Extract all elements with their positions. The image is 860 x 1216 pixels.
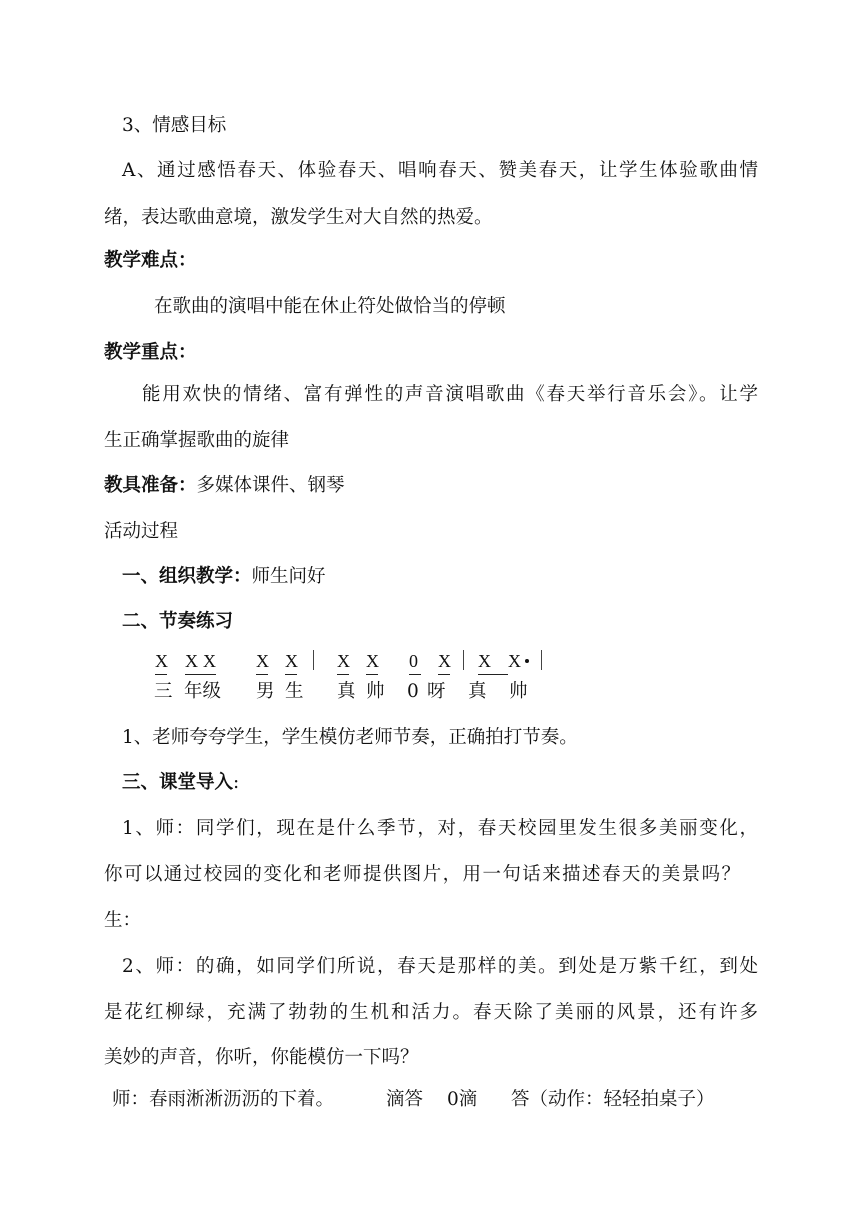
rhythm-lyric: 真 xyxy=(468,681,487,702)
rhythm-underline xyxy=(256,674,268,675)
rhythm-lyric: 帅 xyxy=(509,681,528,702)
step3-colon: : xyxy=(233,772,240,793)
materials-text: 多媒体课件、钢琴 xyxy=(196,475,345,496)
difficulty-text: 在歌曲的演唱中能在休止符处做恰当的停顿 xyxy=(154,296,506,317)
rhythm-underline xyxy=(438,674,450,675)
step3-line xyxy=(122,771,239,795)
step1-text: 师生问好 xyxy=(251,566,326,587)
rhythm-underline xyxy=(478,674,508,675)
materials-label: 教具准备： xyxy=(104,475,197,496)
rhythm-note: X xyxy=(285,651,298,671)
rhythm-barline xyxy=(541,650,542,670)
rhythm-underline xyxy=(337,674,349,675)
materials-line xyxy=(104,474,345,498)
rhythm-underline xyxy=(155,674,167,675)
process-heading: 活动过程 xyxy=(104,521,179,542)
rhythm-underline xyxy=(285,674,297,675)
rhythm-underline xyxy=(185,674,216,675)
rhythm-note: X xyxy=(155,651,168,671)
key-point-heading: 教学重点： xyxy=(104,342,197,363)
rhythm-note: X xyxy=(366,651,379,671)
rhythm-lyric: 男 xyxy=(256,681,275,702)
key-point-text-line-1: 能用欢快的情绪、富有弹性的声音演唱歌曲《春天举行音乐会》。让学 xyxy=(142,384,758,405)
rhythm-barline xyxy=(463,650,464,670)
intro2-line-2: 是花红柳绿，充满了勃勃的生机和活力。春天除了美丽的风景，还有许多 xyxy=(104,1002,758,1023)
rhythm-note: X xyxy=(438,651,451,671)
step1-label: 一、组织教学： xyxy=(122,566,252,587)
intro1-line-1: 1、师：同学们，现在是什么季节，对，春天校园里发生很多美丽变化， xyxy=(122,818,758,839)
rhythm-underline xyxy=(409,674,421,675)
rhythm-notation xyxy=(0,650,860,676)
rhythm-note: X xyxy=(256,651,269,671)
rhythm-note: X xyxy=(478,651,491,671)
rhythm-lyric: 真 xyxy=(337,681,356,702)
emotional-goal-heading: 3、情感目标 xyxy=(122,115,227,136)
rhythm-rest: 0 xyxy=(409,651,418,671)
rain-line-part-a: 师：春雨淅淅沥沥的下着。 xyxy=(112,1089,335,1110)
emotional-goal-paragraph-line-2: 绪，表达歌曲意境，激发学生对大自然的热爱。 xyxy=(104,207,493,228)
rhythm-underline xyxy=(366,674,378,675)
intro2-line-3: 美妙的声音，你听，你能模仿一下吗？ xyxy=(104,1047,419,1068)
rhythm-lyric: 年级 xyxy=(184,681,222,702)
rhythm-lyric: 三 xyxy=(154,681,173,702)
difficulty-heading: 教学难点： xyxy=(104,250,197,271)
rhythm-lyric: 呀 xyxy=(427,681,446,702)
rhythm-note: X xyxy=(185,651,198,671)
key-point-text-line-2: 生正确掌握歌曲的旋律 xyxy=(104,430,290,451)
step2-heading: 二、节奏练习 xyxy=(122,611,234,632)
emotional-goal-paragraph-line-1: A、通过感悟春天、体验春天、唱响春天、赞美春天，让学生体验歌曲情 xyxy=(122,160,758,181)
intro1-line-2: 你可以通过校园的变化和老师提供图片，用一句话来描述春天的美景吗？ xyxy=(104,864,740,885)
rhythm-barline xyxy=(313,650,314,670)
student-reply: 生： xyxy=(104,910,142,931)
step3-label: 三、课堂导入 xyxy=(122,772,234,793)
rhythm-lyric: 0 xyxy=(407,681,419,702)
rhythm-note: X xyxy=(508,651,521,671)
augmentation-dot-icon xyxy=(525,659,529,663)
rain-line-part-b: 滴答 xyxy=(386,1089,424,1110)
rhythm-note: X xyxy=(203,651,216,671)
rain-line-part-c: 0滴 xyxy=(447,1089,478,1110)
rain-line-part-d: 答（动作：轻轻拍桌子） xyxy=(511,1089,715,1110)
intro2-line-1: 2、师：的确，如同学们所说，春天是那样的美。到处是万紫千红，到处 xyxy=(122,956,758,977)
rhythm-lyric: 生 xyxy=(285,681,304,702)
rhythm-note: X xyxy=(337,651,350,671)
rhythm-note-text: 1、老师夸夸学生，学生模仿老师节奏，正确拍打节奏。 xyxy=(122,727,578,748)
step1-line xyxy=(122,565,326,589)
rhythm-lyric: 帅 xyxy=(366,681,385,702)
